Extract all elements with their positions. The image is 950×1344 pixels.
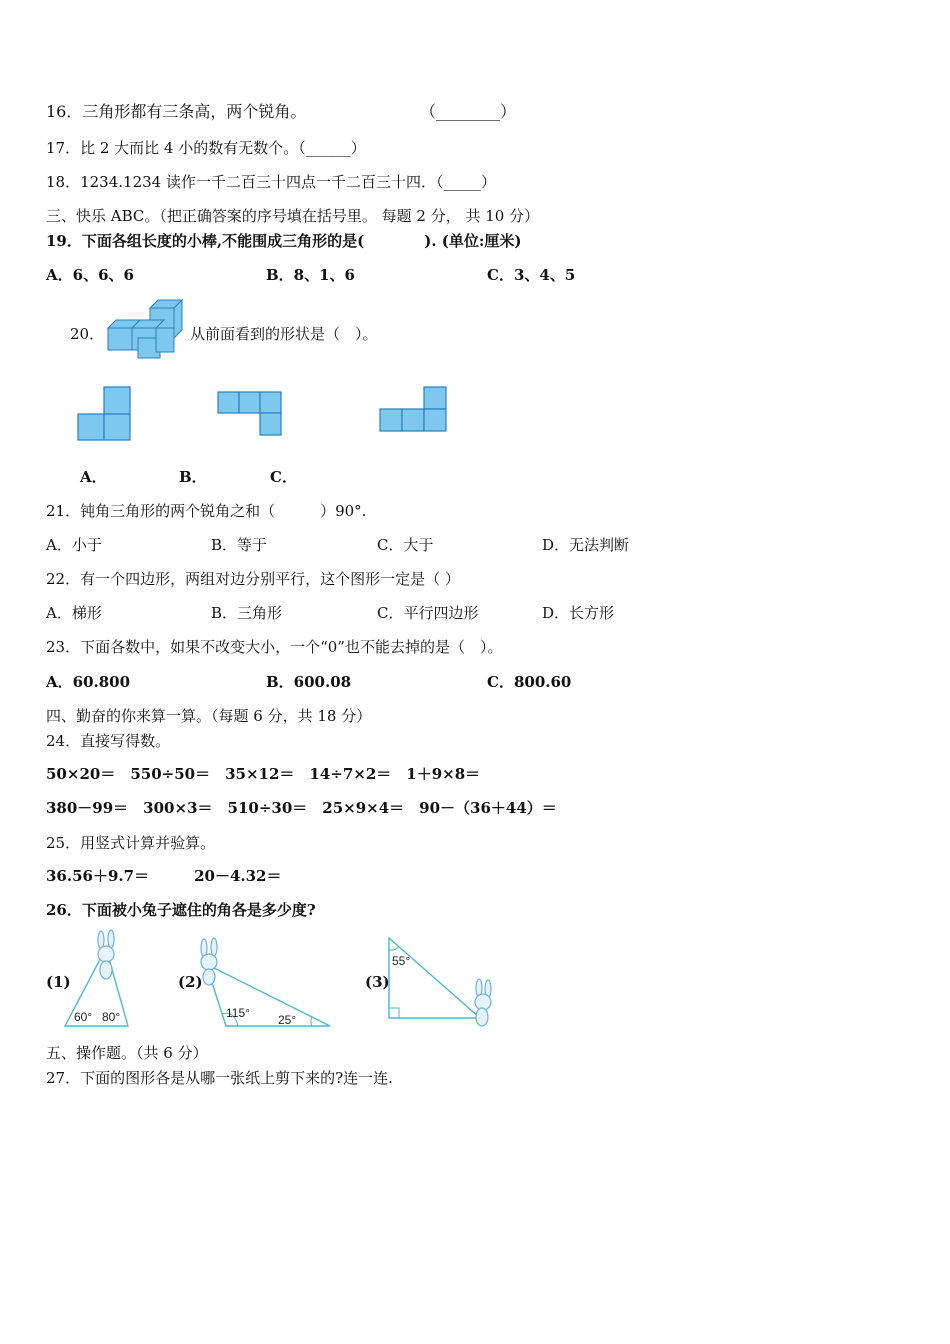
rabbit-icon: [475, 979, 491, 1026]
q17-text: 17．比 2 大而比 4 小的数有无数个。（______）: [46, 139, 366, 157]
q16-text: 16．三角形都有三条高，两个锐角。: [46, 102, 307, 121]
q21-option-b[interactable]: B．等于: [211, 536, 268, 554]
q22-option-b[interactable]: B．三角形: [211, 604, 283, 622]
q22-option-c[interactable]: C．平行四边形: [377, 604, 479, 622]
q25-text: 25．用竖式计算并验算。: [46, 834, 216, 852]
q20-option-a[interactable]: A．: [80, 468, 107, 486]
section-4-title: 四、勤奋的你来算一算。（每题 6 分，共 18 分）: [46, 707, 372, 725]
angle-60-label: 60°: [74, 1010, 93, 1024]
q20-option-c[interactable]: C．: [270, 468, 297, 486]
q26-label-2: (2): [178, 973, 203, 991]
q20-text: 从前面看到的形状是（ ）。: [190, 325, 378, 343]
q23-option-c[interactable]: C．800.60: [487, 673, 572, 691]
q21-option-d[interactable]: D．无法判断: [542, 536, 630, 554]
q23-option-a[interactable]: A．60.800: [46, 673, 131, 691]
section-3-title: 三、快乐 ABC。（把正确答案的序号填在括号里。 每题 2 分， 共 10 分）: [46, 207, 540, 225]
q20-option-c-figure: [379, 386, 449, 434]
q21-option-a[interactable]: A．小于: [46, 536, 102, 554]
triangle-2-figure: [194, 936, 334, 1030]
q19-option-a[interactable]: A．6、6、6: [46, 266, 134, 284]
angle-55-label: 55°: [392, 954, 411, 968]
q24-text: 24．直接写得数。: [46, 732, 171, 750]
q24-row-1: 50×20＝ 550÷50＝ 35×12＝ 14÷7×2＝ 1＋9×8＝: [46, 765, 481, 783]
q23-text: 23．下面各数中，如果不改变大小，一个“0”也不能去掉的是（ ）。: [46, 638, 503, 656]
q20-number: 20．: [70, 325, 105, 343]
q16-blank[interactable]: （________）: [420, 102, 517, 121]
q23-option-b[interactable]: B．600.08: [266, 673, 352, 691]
angle-25-label: 25°: [278, 1013, 297, 1027]
q26-text: 26．下面被小兔子遮住的角各是多少度?: [46, 901, 316, 919]
cube-stack-figure: [104, 296, 188, 360]
angle-80-label: 80°: [102, 1010, 121, 1024]
q26-label-1: (1): [46, 973, 71, 991]
triangle-3-figure: [384, 934, 500, 1030]
q20-option-b-figure: [217, 391, 283, 437]
q22-option-a[interactable]: A．梯形: [46, 604, 102, 622]
angle-115-label: 115°: [226, 1006, 250, 1020]
rabbit-icon: [201, 938, 217, 985]
q21-option-c[interactable]: C．大于: [377, 536, 434, 554]
q21-text: 21．钝角三角形的两个锐角之和（ ）90°.: [46, 502, 367, 520]
q20-option-a-figure: [76, 386, 132, 442]
q24-row-2: 380－99＝ 300×3＝ 510÷30＝ 25×9×4＝ 90－（36＋44）＝: [46, 799, 557, 817]
triangle-1-figure: [60, 928, 136, 1030]
rabbit-icon: [98, 930, 114, 979]
q27-text: 27．下面的图形各是从哪一张纸上剪下来的?连一连.: [46, 1069, 393, 1087]
q22-text: 22．有一个四边形，两组对边分别平行，这个图形一定是（ ）: [46, 570, 460, 588]
q22-option-d[interactable]: D．长方形: [542, 604, 615, 622]
q18-text: 18．1234.1234 读作一千二百三十四点一千二百三十四．（_____）: [46, 173, 496, 191]
q26-label-3: (3): [365, 973, 390, 991]
q19-text: 19．下面各组长度的小棒,不能围成三角形的是( ). (单位:厘米): [46, 232, 522, 250]
q25-row: 36.56＋9.7＝ 20－4.32＝: [46, 867, 282, 885]
section-5-title: 五、操作题。（共 6 分）: [46, 1044, 208, 1062]
q20-option-b[interactable]: B．: [179, 468, 207, 486]
q19-option-b[interactable]: B．8、1、6: [266, 266, 355, 284]
q19-option-c[interactable]: C．3、4、5: [487, 266, 576, 284]
